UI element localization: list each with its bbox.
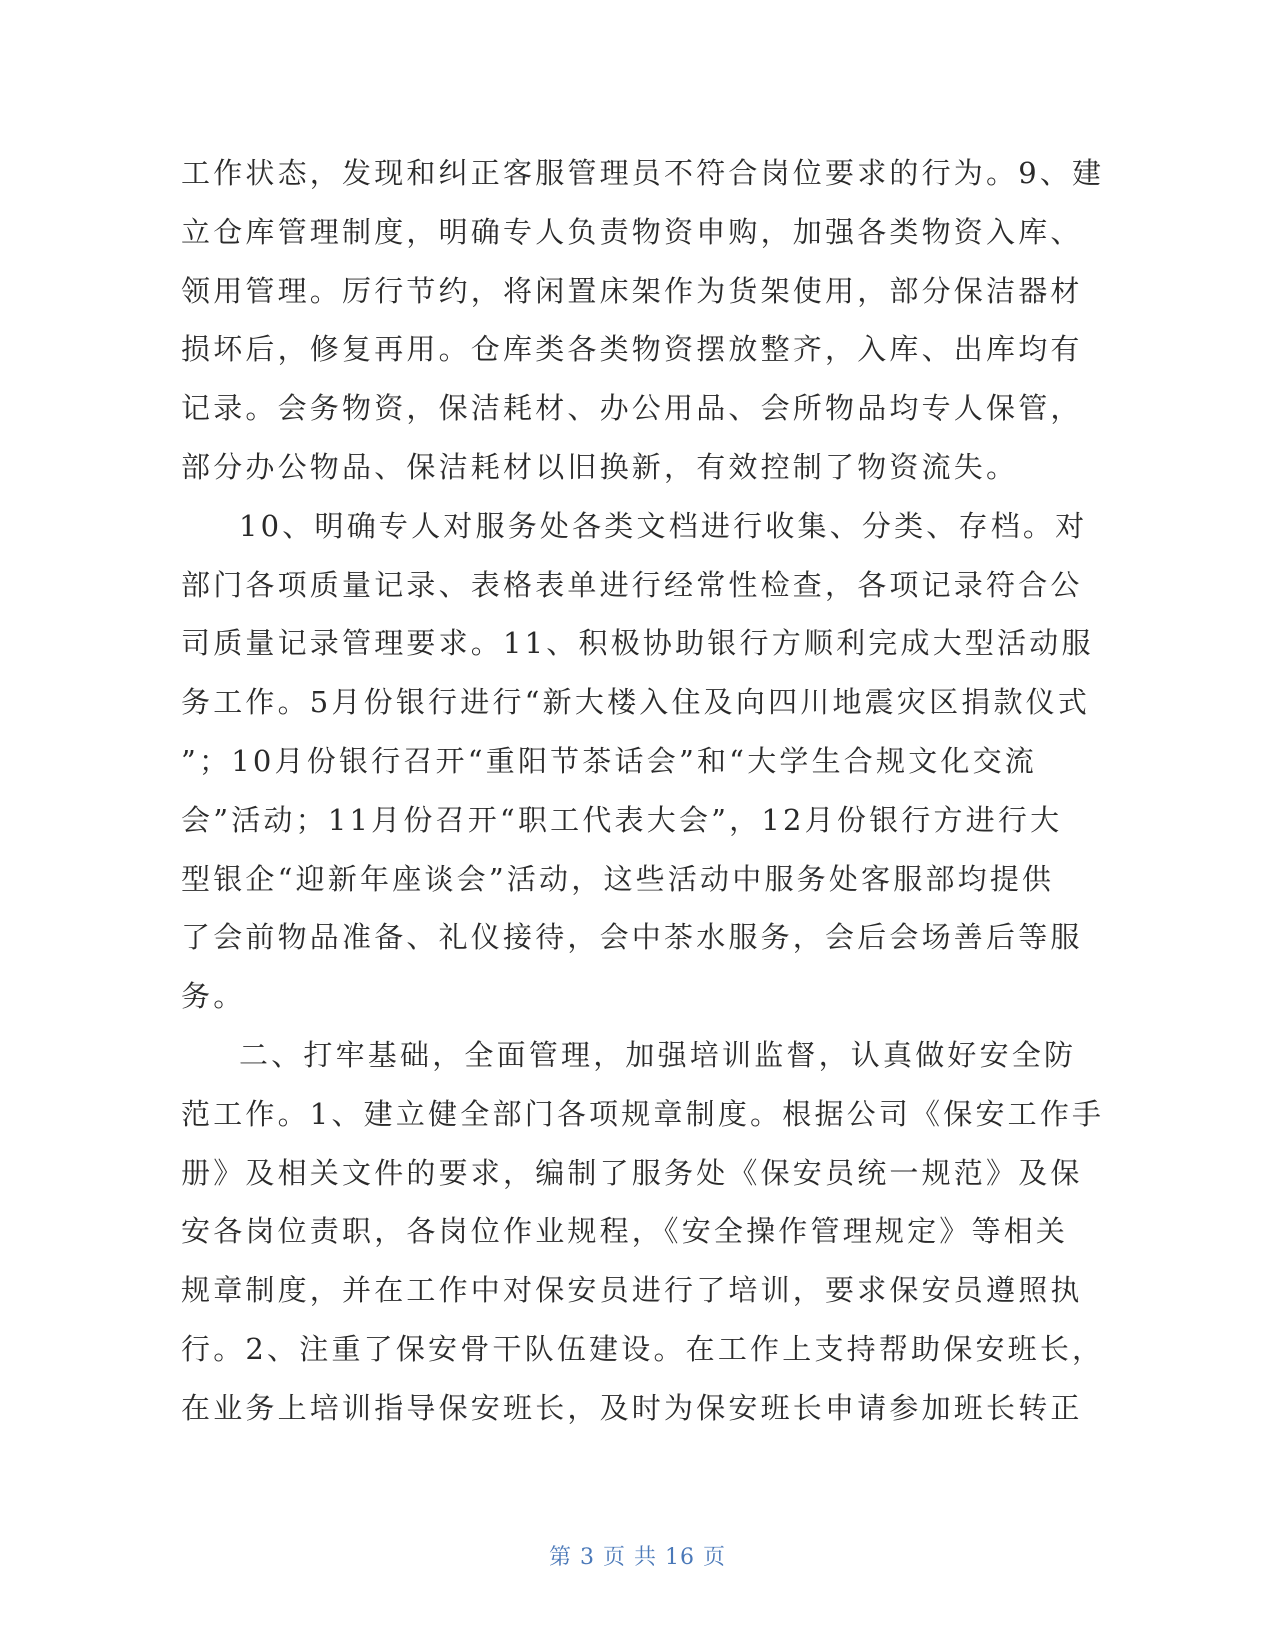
text-line: 司质量记录管理要求。11、积极协助银行方顺利完成大型活动服 (181, 626, 1094, 661)
text-line: 损坏后，修复再用。仓库类各类物资摆放整齐，入库、出库均有 (181, 332, 1083, 367)
text-line: ”；10月份银行召开“重阳节茶话会”和“大学生合规文化交流 (181, 743, 1038, 778)
text-line: 在业务上培训指导保安班长，及时为保安班长申请参加班长转正 (181, 1390, 1083, 1425)
footer-suffix: 页 (703, 1545, 727, 1570)
footer-prefix: 第 (548, 1545, 572, 1570)
total-pages-number: 16 (665, 1545, 695, 1570)
text-line: 务。 (181, 979, 246, 1014)
text-line: 部门各项质量记录、表格表单进行经常性检查，各项记录符合公 (181, 567, 1083, 602)
current-page-number: 3 (580, 1545, 595, 1570)
text-line: 规章制度，并在工作中对保安员进行了培训，要求保安员遵照执 (181, 1273, 1083, 1308)
footer-middle: 页 共 (603, 1545, 657, 1570)
text-line: 记录。会务物资，保洁耗材、办公用品、会所物品均专人保管， (181, 391, 1083, 426)
text-line: 会”活动；11月份召开“职工代表大会”，12月份银行方进行大 (181, 802, 1063, 837)
text-line: 了会前物品准备、礼仪接待，会中茶水服务，会后会场善后等服 (181, 920, 1083, 955)
text-line: 务工作。5月份银行进行“新大楼入住及向四川地震灾区捐款仪式 (181, 685, 1091, 720)
paragraph-start-line: 二、打牢基础，全面管理，加强培训监督，认真做好安全防 (239, 1037, 1077, 1072)
text-line: 部分办公物品、保洁耗材以旧换新，有效控制了物资流失。 (181, 449, 1019, 484)
text-line: 范工作。1、建立健全部门各项规章制度。根据公司《保安工作手 (181, 1096, 1105, 1131)
body-text (181, 144, 1105, 1438)
text-line: 工作状态，发现和纠正客服管理员不符合岗位要求的行为。9、建 (181, 156, 1105, 190)
text-line: 立仓库管理制度，明确专人负责物资申购，加强各类物资入库、 (181, 214, 1083, 249)
text-line: 型银企“迎新年座谈会”活动，这些活动中服务处客服部均提供 (181, 861, 1055, 896)
text-line: 安各岗位责职，各岗位作业规程，《安全操作管理规定》等相关 (181, 1214, 1069, 1249)
text-line: 册》及相关文件的要求，编制了服务处《保安员统一规范》及保 (181, 1155, 1083, 1190)
text-line: 行。2、注重了保安骨干队伍建设。在工作上支持帮助保安班长， (181, 1331, 1105, 1366)
paragraph-start-line: 10、明确专人对服务处各类文档进行收集、分类、存档。对 (239, 508, 1088, 543)
page-footer (0, 1540, 1275, 1571)
text-line: 领用管理。厉行节约，将闲置床架作为货架使用，部分保洁器材 (181, 273, 1083, 308)
